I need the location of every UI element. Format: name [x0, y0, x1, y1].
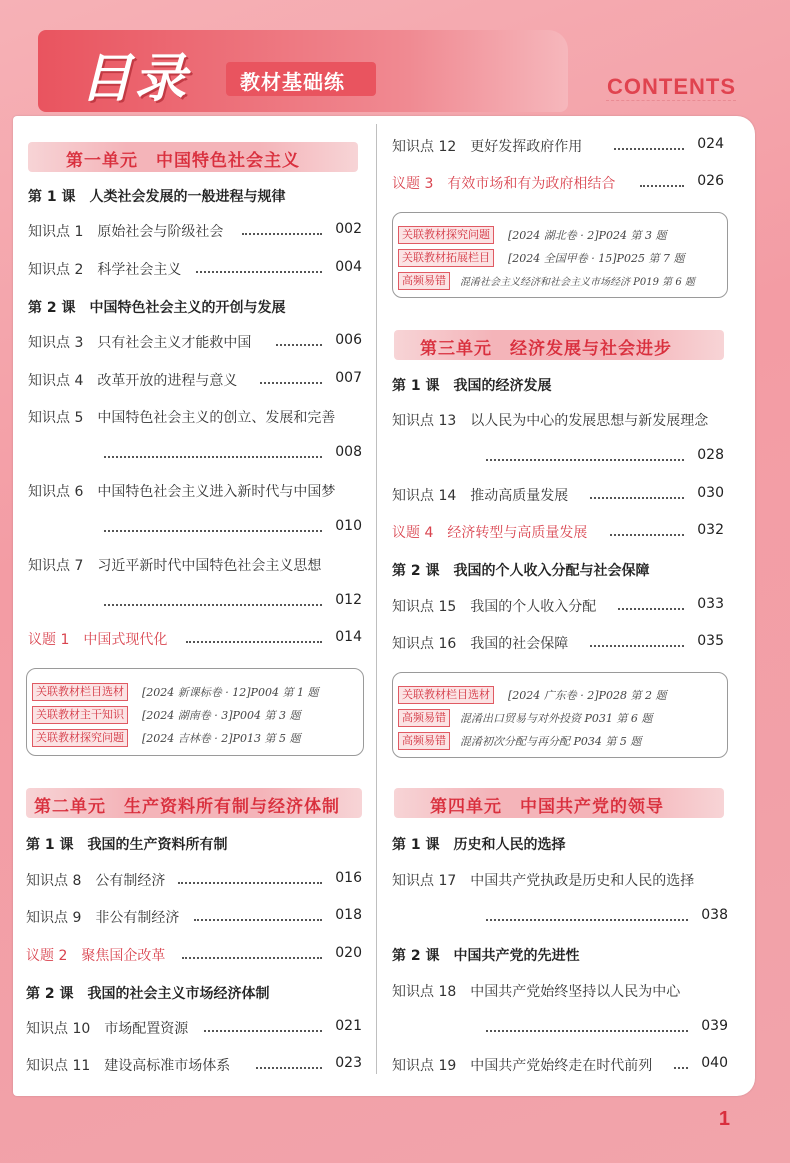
- entry-page: 032: [697, 522, 724, 538]
- entry-label: 议题 1 中国式现代化: [28, 632, 168, 648]
- toc-entry-k9[interactable]: [26, 907, 362, 929]
- entry-page: 006: [335, 332, 362, 348]
- lesson-title: 第 1 课 历史和人民的选择: [392, 837, 566, 853]
- entry-label: 知识点 7 习近平新时代中国特色社会主义思想: [28, 558, 322, 574]
- entry-label: 知识点 2 科学社会主义: [28, 262, 182, 278]
- toc-entry-topic3[interactable]: [392, 173, 724, 195]
- reference-line: [32, 683, 352, 699]
- dot-leader: [242, 233, 322, 235]
- entry-page: 028: [697, 447, 724, 463]
- reference-tag: 关联教材主干知识: [32, 706, 128, 724]
- toc-entry-k1[interactable]: [28, 221, 362, 243]
- reference-line: [398, 249, 720, 265]
- unit-title-4: 第四单元 中国共产党的领导: [430, 797, 664, 817]
- reference-text: 混淆社会主义经济和社会主义市场经济 P019 第 6 题: [460, 277, 695, 288]
- toc-entry-topic2[interactable]: [26, 945, 362, 967]
- lesson-title: 第 2 课 中国特色社会主义的开创与发展: [28, 300, 286, 316]
- entry-page: 014: [335, 629, 362, 645]
- entry-page: 016: [335, 870, 362, 886]
- entry-page: 038: [701, 907, 728, 923]
- reference-text: [2024 广东卷 · 2]P028 第 2 题: [508, 689, 667, 702]
- reference-text: [2024 湖北卷 · 2]P024 第 3 题: [508, 229, 667, 242]
- reference-tag: 关联教材栏目选材: [398, 686, 494, 704]
- entry-label: 知识点 17 中国共产党执政是历史和人民的选择: [392, 873, 695, 889]
- page-number: 1: [718, 1108, 730, 1130]
- dot-leader: [674, 1067, 688, 1069]
- entry-page: 020: [335, 945, 362, 961]
- reference-line: [32, 706, 352, 722]
- dot-leader: [590, 497, 684, 499]
- entry-page: 035: [697, 633, 724, 649]
- entry-page: 012: [335, 592, 362, 608]
- toc-entry-k14[interactable]: [392, 485, 724, 507]
- entry-label: 知识点 3 只有社会主义才能救中国: [28, 335, 252, 351]
- entry-page: 030: [697, 485, 724, 501]
- reference-line: [398, 732, 720, 748]
- entry-page: 007: [335, 370, 362, 386]
- dot-leader: [260, 382, 322, 384]
- toc-entry-k18[interactable]: [392, 981, 728, 1003]
- entry-label: 知识点 15 我国的个人收入分配: [392, 599, 597, 615]
- entry-page: 004: [335, 259, 362, 275]
- entry-label: 议题 3 有效市场和有为政府相结合: [392, 176, 616, 192]
- entry-page: 021: [335, 1018, 362, 1034]
- entry-label: 知识点 5 中国特色社会主义的创立、发展和完善: [28, 410, 336, 426]
- reference-line: [32, 729, 352, 745]
- reference-tag: 关联教材栏目选材: [32, 683, 128, 701]
- dot-leader: [486, 919, 688, 921]
- reference-tag: 关联教材探究问题: [398, 226, 494, 244]
- toc-entry-k18-page[interactable]: [392, 1018, 728, 1040]
- reference-text: [2024 全国甲卷 · 15]P025 第 7 题: [508, 252, 685, 265]
- entry-label: 知识点 8 公有制经济: [26, 873, 166, 889]
- dot-leader: [610, 534, 684, 536]
- toc-entry-k16[interactable]: [392, 633, 724, 655]
- lesson-title: 第 2 课 我国的个人收入分配与社会保障: [392, 563, 650, 579]
- dot-leader: [590, 645, 684, 647]
- entry-page: 033: [697, 596, 724, 612]
- entry-label: 议题 2 聚焦国企改革: [26, 948, 166, 964]
- toc-entry-k19[interactable]: [392, 1055, 728, 1077]
- reference-line: [398, 272, 720, 288]
- entry-label: 知识点 18 中国共产党始终坚持以人民为中心: [392, 984, 681, 1000]
- reference-tag: 高频易错: [398, 272, 450, 290]
- toc-entry-k15[interactable]: [392, 596, 724, 618]
- toc-entry-k17-page[interactable]: [392, 907, 728, 929]
- entry-page: 023: [335, 1055, 362, 1071]
- entry-page: 024: [697, 136, 724, 152]
- entry-page: 010: [335, 518, 362, 534]
- column-divider: [376, 124, 377, 1074]
- toc-entry-k10[interactable]: [26, 1018, 362, 1040]
- toc-entry-k17[interactable]: [392, 870, 728, 892]
- unit-title-1: 第一单元 中国特色社会主义: [66, 151, 300, 171]
- reference-text: [2024 吉林卷 · 2]P013 第 5 题: [142, 732, 301, 745]
- dot-leader: [614, 148, 684, 150]
- dot-leader: [104, 604, 322, 606]
- toc-entry-k2[interactable]: [28, 259, 362, 281]
- dot-leader: [276, 344, 322, 346]
- entry-page: 002: [335, 221, 362, 237]
- reference-line: [398, 686, 720, 702]
- entry-label: 知识点 10 市场配置资源: [26, 1021, 189, 1037]
- toc-entry-k5[interactable]: [28, 407, 362, 429]
- dot-leader: [256, 1067, 322, 1069]
- page-subtitle: 教材基础练: [240, 70, 345, 94]
- toc-entry-k13[interactable]: [392, 410, 724, 432]
- lesson-title: 第 1 课 我国的经济发展: [392, 378, 552, 394]
- toc-entry-topic1[interactable]: [28, 629, 362, 651]
- toc-entry-k13-page[interactable]: [392, 447, 724, 469]
- toc-entry-k6-page[interactable]: [28, 518, 362, 540]
- reference-text: 混淆初次分配与再分配 P034 第 5 题: [460, 735, 642, 748]
- dot-leader: [640, 185, 684, 187]
- entry-label: 知识点 4 改革开放的进程与意义: [28, 373, 238, 389]
- lesson-title: 第 1 课 我国的生产资料所有制: [26, 837, 228, 853]
- dot-leader: [194, 919, 322, 921]
- entry-label: 知识点 16 我国的社会保障: [392, 636, 569, 652]
- entry-label: 知识点 19 中国共产党始终走在时代前列: [392, 1058, 653, 1074]
- entry-page: 008: [335, 444, 362, 460]
- dot-leader: [486, 459, 684, 461]
- reference-text: [2024 湖南卷 · 3]P004 第 3 题: [142, 709, 301, 722]
- toc-entry-k7-page[interactable]: [28, 592, 362, 614]
- lesson-title: 第 2 课 我国的社会主义市场经济体制: [26, 986, 270, 1002]
- dot-leader: [204, 1030, 322, 1032]
- entry-label: 知识点 14 推动高质量发展: [392, 488, 569, 504]
- dot-leader: [196, 271, 322, 273]
- unit-title-3: 第三单元 经济发展与社会进步: [420, 339, 672, 359]
- toc-entry-k8[interactable]: [26, 870, 362, 892]
- toc-entry-k11[interactable]: [26, 1055, 362, 1077]
- reference-tag: 关联教材拓展栏目: [398, 249, 494, 267]
- entry-label: 知识点 13 以人民为中心的发展思想与新发展理念: [392, 413, 709, 429]
- entry-page: 026: [697, 173, 724, 189]
- lesson-title: 第 2 课 中国共产党的先进性: [392, 948, 580, 964]
- dot-leader: [182, 957, 322, 959]
- toc-entry-topic4[interactable]: [392, 522, 724, 544]
- reference-text: [2024 新课标卷 · 12]P004 第 1 题: [142, 686, 319, 699]
- dot-leader: [104, 456, 322, 458]
- dot-leader: [178, 882, 322, 884]
- entry-label: 知识点 9 非公有制经济: [26, 910, 180, 926]
- toc-entry-k6[interactable]: [28, 481, 362, 503]
- entry-page: 018: [335, 907, 362, 923]
- toc-entry-k7[interactable]: [28, 555, 362, 577]
- dot-leader: [104, 530, 322, 532]
- entry-page: 039: [701, 1018, 728, 1034]
- entry-page: 040: [701, 1055, 728, 1071]
- entry-label: 议题 4 经济转型与高质量发展: [392, 525, 588, 541]
- dot-leader: [486, 1030, 688, 1032]
- entry-label: 知识点 12 更好发挥政府作用: [392, 139, 583, 155]
- toc-entry-k3[interactable]: [28, 332, 362, 354]
- contents-label: CONTENTS: [607, 74, 736, 99]
- lesson-title: 第 1 课 人类社会发展的一般进程与规律: [28, 189, 286, 205]
- entry-label: 知识点 6 中国特色社会主义进入新时代与中国梦: [28, 484, 336, 500]
- toc-entry-k4[interactable]: [28, 370, 362, 392]
- reference-tag: 关联教材探究问题: [32, 729, 128, 747]
- reference-tag: 高频易错: [398, 732, 450, 750]
- page-title: 目录: [80, 49, 189, 109]
- entry-label: 知识点 1 原始社会与阶级社会: [28, 224, 224, 240]
- entry-label: 知识点 11 建设高标准市场体系: [26, 1058, 231, 1074]
- toc-entry-k5-page[interactable]: [28, 444, 362, 466]
- reference-text: 混淆出口贸易与对外投资 P031 第 6 题: [460, 712, 653, 725]
- toc-entry-k12[interactable]: [392, 136, 724, 158]
- reference-line: [398, 226, 720, 242]
- contents-underline: [606, 100, 736, 107]
- dot-leader: [618, 608, 684, 610]
- reference-tag: 高频易错: [398, 709, 450, 727]
- unit-title-2: 第二单元 生产资料所有制与经济体制: [34, 797, 340, 817]
- reference-line: [398, 709, 720, 725]
- dot-leader: [186, 641, 322, 643]
